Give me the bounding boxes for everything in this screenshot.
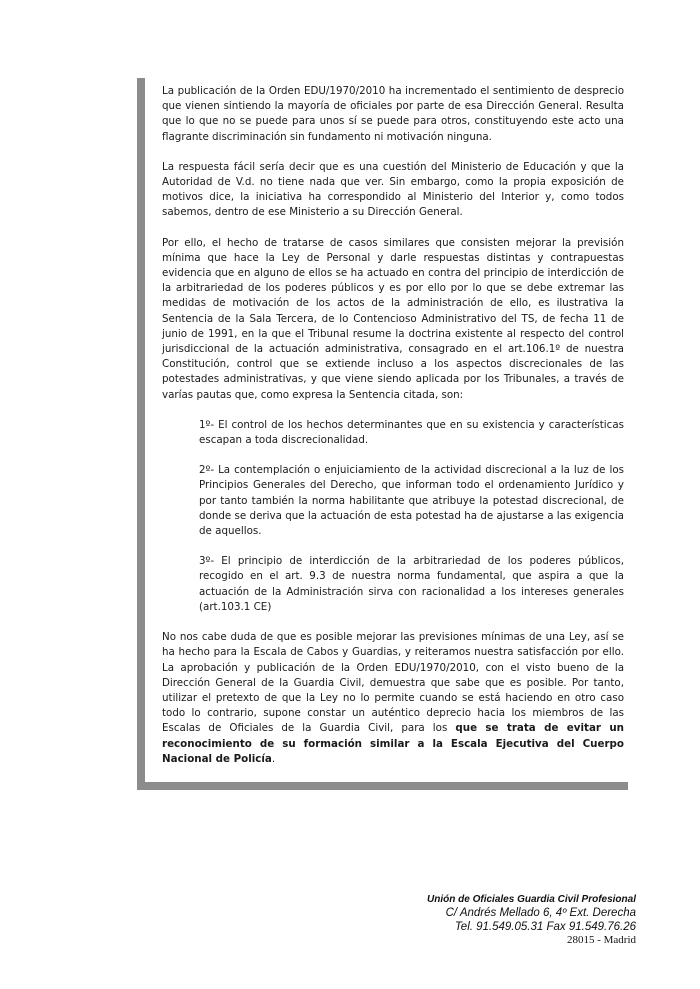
paragraph-2: La respuesta fácil sería decir que es una cuestión del Ministerio de Educación y que la Autoridad de V.d. no tiene nada que ver. Sin embargo, como la propia exposición de motivos dice, la iniciativa ha correspondido al Ministerio del Interior y, como todos sabemos, dentro de ese Ministerio a su Dirección General. <box>162 160 624 219</box>
paragraph-4-end: . <box>271 752 276 765</box>
paragraph-4-text: No nos cabe duda de que es posible mejorar las previsiones mínimas de una Ley, así se ha hecho para la Escala de Cabos y Guardias, y reiteramos nuestra satisfacción por ello. La aprobación y publicación de la Orden EDU/1970/2010, con el visto bueno de la Dirección General de la Guardia Civil, demuestra que sabe que es posible. Por tanto, utilizar el pretexto de que la Ley no lo permite cuando se está haciendo en otro caso todo lo contrario, supone constar un auténtico deprecio hacia los miembros de las Escalas de Oficiales de la Guardia Civil, para los <box>162 631 624 735</box>
address-line: C/ Andrés Mellado 6, 4º Ext. Derecha <box>445 907 636 919</box>
list-item-2: 2º- La contemplación o enjuiciamiento de la actividad discrecional a la luz de los Principios Generales del Derecho, que informan todo el ordenamiento Jurídico y por tanto también la norma habilitante que atribuye la potestad discrecional, de donde se deriva que la actuación de esta potestad ha de ajustarse a las exigencia de aquellos. <box>199 464 624 538</box>
city-line: 28015 - Madrid <box>566 934 636 946</box>
paragraph-4-bold-text: que se trata de evitar un reconocimiento de su formación similar a la Escala Ejecutiva del Cuerpo Nacional de Policía <box>162 722 624 765</box>
organization-name: Unión de Oficiales Guardia Civil Profesional <box>427 894 636 905</box>
letterhead-footer <box>427 893 636 947</box>
list-item-3: 3º- El principio de interdicción de la arbitrariedad de los poderes públicos, recogido en el art. 9.3 de nuestra norma fundamental, que aspira a que la actuación de la Administración sirva con racionalidad a los intereses generales (art.103.1 CE) <box>199 555 624 613</box>
paragraph-4 <box>162 630 624 767</box>
paragraph-1: La publicación de la Orden EDU/1970/2010 ha incrementado el sentimiento de desprecio que vienen sintiendo la mayoría de oficiales por parte de esa Dirección General. Resulta que lo que no se puede para unos sí se puede para otros, constituyendo este acto una flagrante discriminación sin fundamento ni motivación ninguna. <box>162 85 624 143</box>
phone-line: Tel. 91.549.05.31 Fax 91.549.76.26 <box>454 920 636 933</box>
paragraph-3: Por ello, el hecho de tratarse de casos similares que consisten mejorar la previsión mínima que hace la Ley de Personal y darle respuestas distintas y contrapuestas evidencia que en alguno de ellos se ha actuado en contra del principio de interdicción de la arbitrariedad de los poderes públicos y es por ello por lo que se debe extremar las medidas de motivación de los actos de la administración de ello, es ilustrativa la Sentencia de la Sala Tercera, de lo Contencioso Administrativo del TS, de fecha 11 de junio de 1991, en la que el Tribunal resume la doctrina existente al respecto del control jurisdiccional de la actuación administrativa, consagrado en el art.106.1º de nuestra Constitución, control que se extiende incluso a los aspectos discrecionales de las potestades administrativas, y que viene siendo aplicada por los Tribunales, a través de varías pautas que, como expresa la Sentencia citada, son: <box>162 236 624 401</box>
list-item-1: 1º- El control de los hechos determinantes que en su existencia y características escapan a toda discrecionalidad. <box>199 418 624 447</box>
letter-body <box>162 84 624 767</box>
